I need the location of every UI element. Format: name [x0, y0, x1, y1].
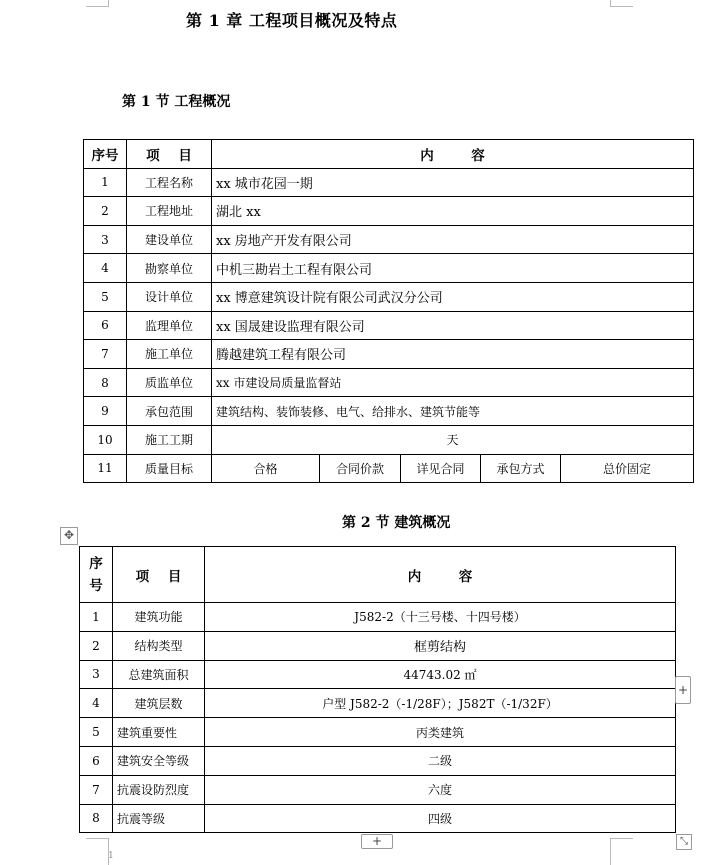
crop-mark — [86, 0, 109, 7]
row-content: 中机三勘岩土工程有限公司 — [212, 254, 694, 283]
building-overview-table — [79, 546, 676, 833]
row-content: 框剪结构 — [205, 631, 676, 660]
table-row — [84, 168, 694, 197]
move-icon[interactable]: ✥ — [60, 527, 78, 545]
chapter-title: 第 1 章 工程项目概况及特点 — [186, 11, 398, 30]
row-item: 建设单位 — [127, 225, 212, 254]
table-row — [80, 689, 676, 718]
add-column-button[interactable]: + — [675, 676, 691, 704]
row-item: 质量目标 — [127, 454, 212, 483]
table-row — [84, 311, 694, 340]
contract-price-value: 详见合同 — [401, 454, 481, 483]
row-item: 工程名称 — [127, 168, 212, 197]
row-content: 丙类建筑 — [205, 718, 676, 747]
row-content: 腾越建筑工程有限公司 — [212, 340, 694, 369]
row-seq: 2 — [80, 631, 113, 660]
table-row — [84, 454, 694, 483]
table-row — [84, 368, 694, 397]
section-title: 第 1 节 工程概况 — [122, 94, 231, 110]
row-content: 六度 — [205, 775, 676, 804]
row-item: 设计单位 — [127, 282, 212, 311]
row-item: 建筑安全等级 — [113, 746, 205, 775]
project-overview-table — [83, 139, 694, 483]
table-row — [80, 718, 676, 747]
row-seq: 1 — [80, 603, 113, 632]
header-item: 项 目 — [113, 547, 205, 603]
crop-mark — [86, 838, 109, 865]
resize-icon[interactable]: ⤡ — [676, 834, 692, 850]
table-row — [84, 282, 694, 311]
row-content: 44743.02 ㎡ — [205, 660, 676, 689]
header-seq: 序号 — [84, 140, 127, 169]
row-seq: 11 — [84, 454, 127, 483]
table-row — [80, 746, 676, 775]
row-content: 建筑结构、装饰装修、电气、给排水、建筑节能等 — [212, 397, 694, 426]
row-seq: 3 — [80, 660, 113, 689]
row-content: xx 市建设局质量监督站 — [212, 368, 694, 397]
table-row — [80, 603, 676, 632]
row-content: 二级 — [205, 746, 676, 775]
row-content: xx 城市花园一期 — [212, 168, 694, 197]
header-seq: 序 号 — [80, 547, 113, 603]
row-seq: 3 — [84, 225, 127, 254]
table-row — [80, 804, 676, 833]
row-item: 建筑功能 — [113, 603, 205, 632]
table-row — [80, 631, 676, 660]
row-item: 勘察单位 — [127, 254, 212, 283]
row-seq: 6 — [84, 311, 127, 340]
header-content: 内 容 — [212, 140, 694, 169]
row-seq: 7 — [80, 775, 113, 804]
row-content: xx 房地产开发有限公司 — [212, 225, 694, 254]
row-item: 质监单位 — [127, 368, 212, 397]
row-seq: 1 — [84, 168, 127, 197]
row-item: 建筑层数 — [113, 689, 205, 718]
row-seq: 5 — [80, 718, 113, 747]
row-content: 湖北 xx — [212, 197, 694, 226]
row-content: J582-2（十三号楼、十四号楼） — [205, 603, 676, 632]
row-seq: 4 — [80, 689, 113, 718]
page-number: 1 — [108, 851, 114, 861]
row-seq: 2 — [84, 197, 127, 226]
row-item: 抗震等级 — [113, 804, 205, 833]
row-item: 监理单位 — [127, 311, 212, 340]
row-item: 建筑重要性 — [113, 718, 205, 747]
row-item: 结构类型 — [113, 631, 205, 660]
table-row — [84, 225, 694, 254]
crop-mark — [610, 0, 633, 7]
contract-mode-value: 总价固定 — [561, 454, 694, 483]
add-row-button[interactable]: + — [361, 834, 393, 849]
table-row — [80, 660, 676, 689]
header-content: 内 容 — [205, 547, 676, 603]
row-item: 施工工期 — [127, 425, 212, 454]
row-item: 工程地址 — [127, 197, 212, 226]
contract-mode-label: 承包方式 — [481, 454, 561, 483]
row-item: 总建筑面积 — [113, 660, 205, 689]
row-item: 抗震设防烈度 — [113, 775, 205, 804]
row-content: 天 — [212, 425, 694, 454]
row-content: xx 国晟建设监理有限公司 — [212, 311, 694, 340]
table-row — [84, 340, 694, 369]
row-seq: 7 — [84, 340, 127, 369]
row-content: 户型 J582-2（-1/28F）；J582T（-1/32F） — [205, 689, 676, 718]
header-item: 项 目 — [127, 140, 212, 169]
row-seq: 6 — [80, 746, 113, 775]
table-header-row — [80, 547, 676, 603]
row-content: 四级 — [205, 804, 676, 833]
row-seq: 4 — [84, 254, 127, 283]
row-seq: 5 — [84, 282, 127, 311]
contract-price-label: 合同价款 — [320, 454, 401, 483]
table-row — [84, 425, 694, 454]
crop-mark — [610, 838, 633, 865]
row-seq: 8 — [84, 368, 127, 397]
row-item: 施工单位 — [127, 340, 212, 369]
table-row — [84, 197, 694, 226]
table-row — [84, 254, 694, 283]
row-seq: 9 — [84, 397, 127, 426]
row-seq: 8 — [80, 804, 113, 833]
section-title: 第 2 节 建筑概况 — [342, 515, 451, 531]
row-item: 承包范围 — [127, 397, 212, 426]
table-row — [80, 775, 676, 804]
table-row — [84, 397, 694, 426]
row-seq: 10 — [84, 425, 127, 454]
quality-cell: 合格 — [212, 454, 320, 483]
table-header-row — [84, 140, 694, 169]
row-content: xx 博意建筑设计院有限公司武汉分公司 — [212, 282, 694, 311]
